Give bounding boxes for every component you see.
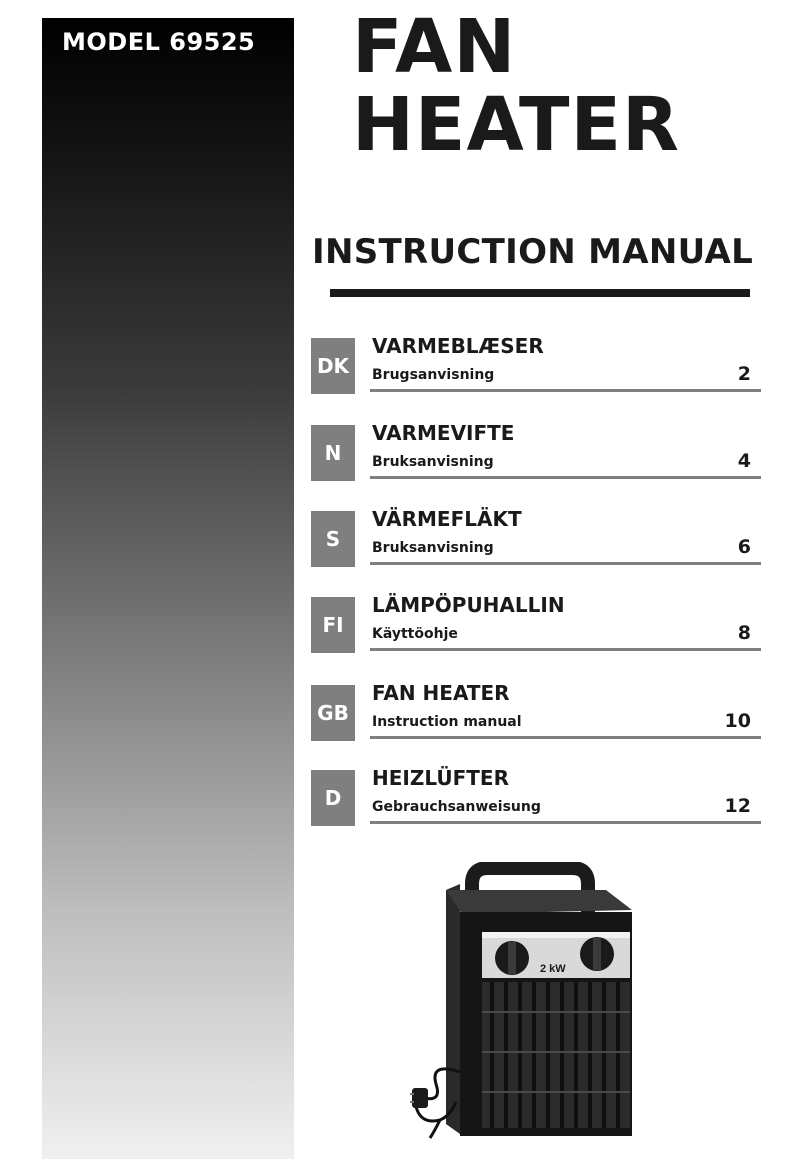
toc-item-n: [311, 421, 761, 487]
lang-badge: GB: [311, 685, 355, 741]
toc-subtitle: Käyttöohje: [372, 626, 458, 642]
toc-page-number: 10: [724, 710, 751, 732]
toc-subtitle: Bruksanvisning: [372, 540, 494, 556]
toc-title: HEIZLÜFTER: [372, 766, 509, 790]
toc-item-fi: [311, 593, 761, 659]
toc-title: FAN HEATER: [372, 681, 510, 705]
model-number: MODEL 69525: [62, 28, 256, 56]
toc-title: VÄRMEFLÄKT: [372, 507, 522, 531]
sidebar-gradient: [42, 18, 294, 1159]
toc-item-d: [311, 766, 761, 832]
lang-badge: D: [311, 770, 355, 826]
power-label: 2 kW: [540, 963, 566, 975]
toc-subtitle: Brugsanvisning: [372, 367, 495, 383]
fan-heater-illustration: [410, 862, 650, 1142]
toc-divider: [370, 736, 761, 739]
manual-heading: INSTRUCTION MANUAL: [312, 232, 754, 272]
toc-divider: [370, 389, 761, 392]
title-line-2: HEATER: [352, 82, 681, 168]
toc-subtitle: Bruksanvisning: [372, 454, 494, 470]
heading-divider: [330, 289, 750, 297]
toc-title: LÄMPÖPUHALLIN: [372, 593, 565, 617]
lang-badge: DK: [311, 338, 355, 394]
toc-divider: [370, 821, 761, 824]
toc-divider: [370, 562, 761, 565]
toc-page-number: 4: [737, 450, 751, 472]
toc-page-number: 12: [724, 795, 751, 817]
toc-page-number: 8: [737, 622, 751, 644]
toc-title: VARMEVIFTE: [372, 421, 515, 445]
toc-divider: [370, 648, 761, 651]
toc-divider: [370, 476, 761, 479]
toc-page-number: 2: [737, 363, 751, 385]
toc-item-dk: [311, 334, 761, 400]
toc-page-number: 6: [737, 536, 751, 558]
toc-item-s: [311, 507, 761, 573]
lang-badge: FI: [311, 597, 355, 653]
toc-subtitle: Instruction manual: [372, 714, 522, 730]
toc-subtitle: Gebrauchsanweisung: [372, 799, 541, 815]
toc-title: VARMEBLÆSER: [372, 334, 544, 358]
toc-item-gb: [311, 681, 761, 747]
page-title: [352, 4, 772, 168]
lang-badge: N: [311, 425, 355, 481]
lang-badge: S: [311, 511, 355, 567]
title-line-1: FAN: [352, 4, 517, 90]
